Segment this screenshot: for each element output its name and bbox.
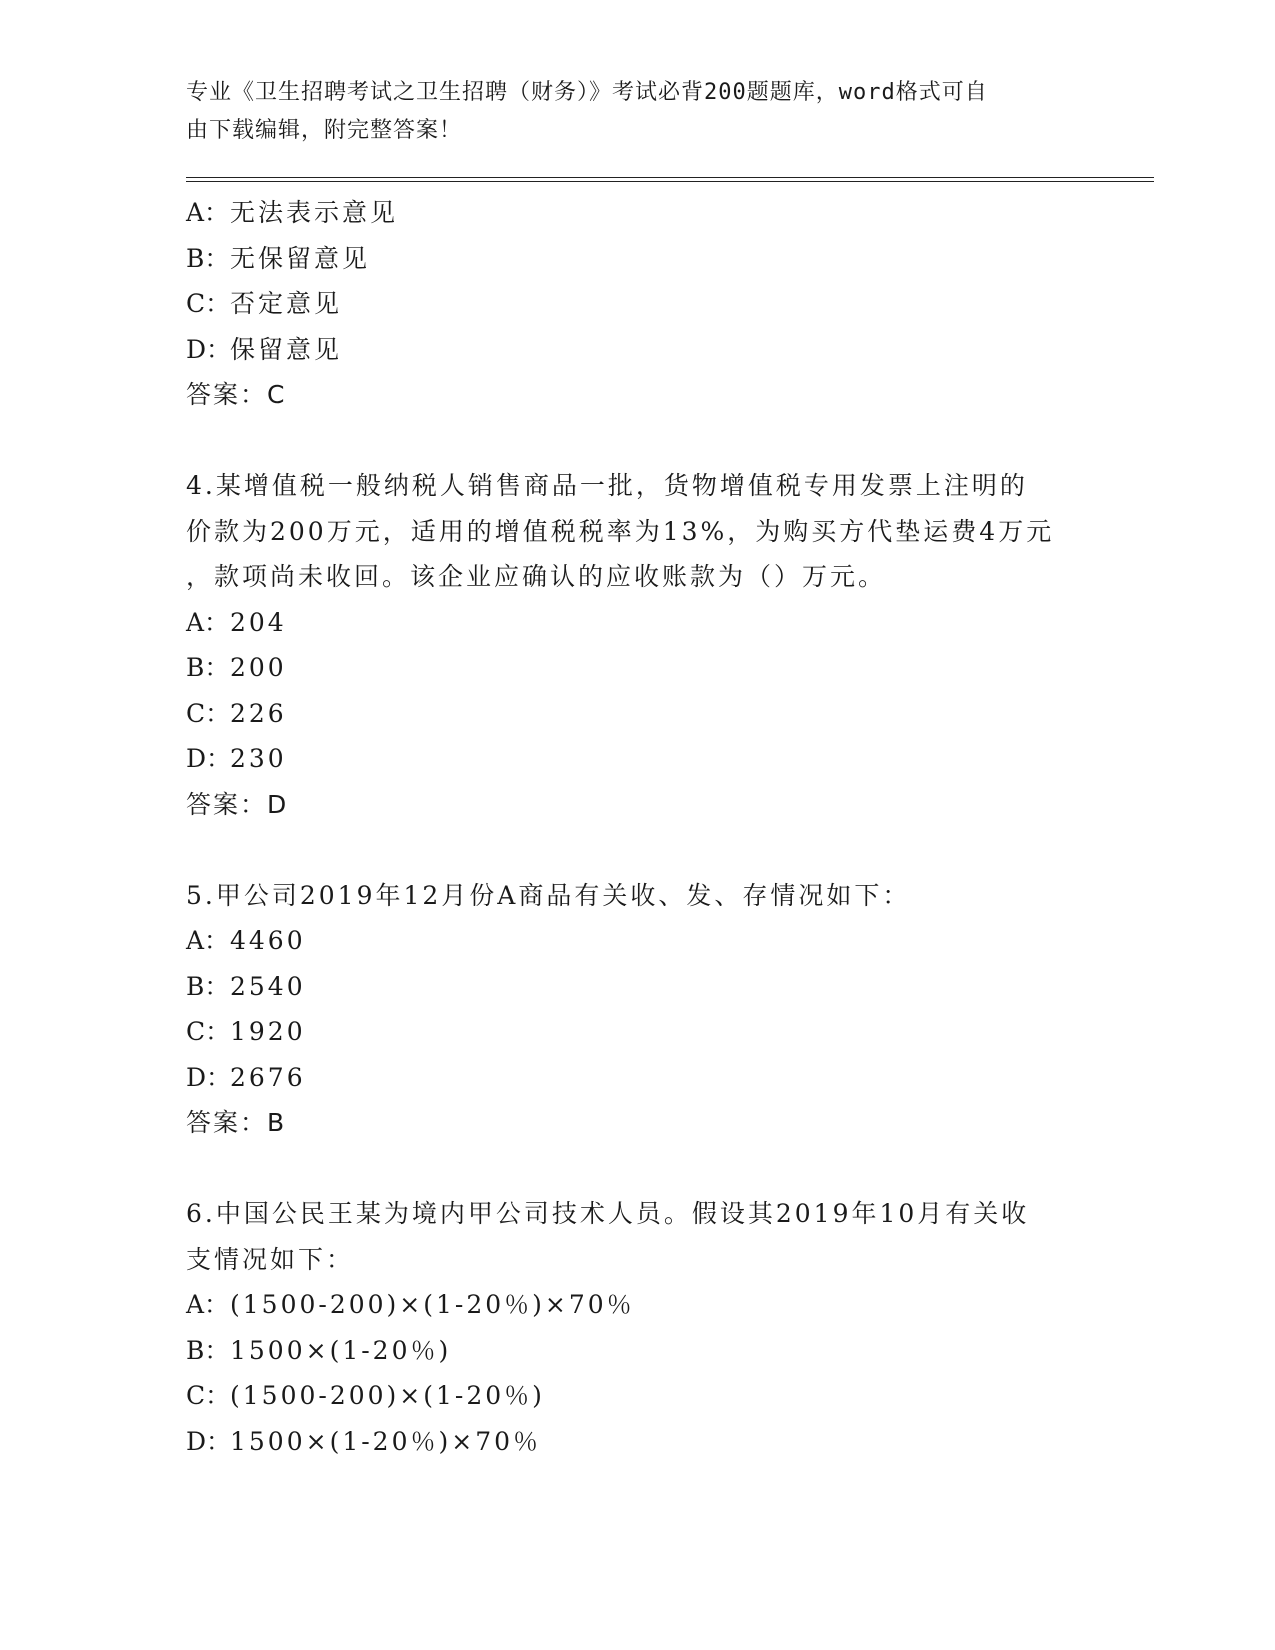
- question-stem: 支情况如下：: [186, 1244, 355, 1274]
- question-stem: 价款为200万元，适用的增值税税率为13%，为购买方代垫运费4万元: [186, 516, 1055, 546]
- question-stem: 6.中国公民王某为境内甲公司技术人员。假设其2019年10月有关收: [186, 1199, 1030, 1228]
- option-text: 226: [230, 698, 287, 728]
- option-text: (1500-200)×(1-20％)×70％: [230, 1290, 635, 1319]
- option-a: [186, 1282, 1106, 1328]
- option-c: [186, 1009, 1106, 1055]
- document-header: [186, 74, 1066, 150]
- answer-line: 答案：C: [186, 380, 287, 409]
- option-c: [186, 281, 1106, 327]
- option-text: 无法表示意见: [230, 198, 399, 227]
- question-4: [186, 463, 1106, 827]
- option-key: C：: [186, 1381, 231, 1410]
- question-list: [186, 190, 1106, 1464]
- answer-line: 答案：B: [186, 1108, 287, 1137]
- option-key: B：: [186, 1335, 230, 1365]
- option-d: [186, 1419, 1106, 1465]
- option-d: [186, 1055, 1106, 1101]
- option-key: D：: [186, 1062, 232, 1092]
- option-key: B：: [186, 653, 230, 682]
- header-line-1: 专业《卫生招聘考试之卫生招聘（财务）》考试必背200题题库，word格式可自: [186, 80, 988, 105]
- option-key: D：: [186, 1426, 232, 1456]
- option-text: 保留意见: [230, 334, 343, 364]
- option-text: 2540: [230, 971, 306, 1001]
- option-a: [186, 600, 1106, 646]
- option-text: 1920: [230, 1017, 306, 1046]
- option-b: [186, 645, 1106, 691]
- option-b: [186, 1328, 1106, 1374]
- question-3: [186, 190, 1106, 418]
- spacer: [186, 827, 1106, 873]
- option-text: 230: [230, 744, 287, 773]
- spacer: [186, 1146, 1106, 1192]
- option-key: D：: [186, 744, 232, 773]
- option-key: A：: [186, 607, 230, 637]
- header-line-2: 由下载编辑，附完整答案！: [186, 118, 463, 143]
- question-stem: ，款项尚未收回。该企业应确认的应收账款为（）万元。: [186, 562, 887, 591]
- option-text: 1500×(1-20％)×70％: [230, 1426, 542, 1456]
- option-key: B：: [186, 243, 230, 273]
- option-text: 200: [230, 653, 287, 682]
- option-key: C：: [186, 289, 231, 318]
- option-c: [186, 691, 1106, 737]
- option-text: 2676: [230, 1062, 306, 1092]
- option-b: [186, 236, 1106, 282]
- question-6: [186, 1191, 1106, 1464]
- header-divider: [186, 177, 1154, 182]
- question-stem: 5.甲公司2019年12月份A商品有关收、发、存情况如下：: [186, 880, 911, 910]
- option-key: D：: [186, 334, 232, 364]
- option-d: [186, 736, 1106, 782]
- option-text: 否定意见: [230, 289, 343, 318]
- option-b: [186, 964, 1106, 1010]
- option-a: [186, 190, 1106, 236]
- question-stem: 4.某增值税一般纳税人销售商品一批，货物增值税专用发票上注明的: [186, 471, 1028, 500]
- option-a: [186, 918, 1106, 964]
- option-text: (1500-200)×(1-20％): [230, 1381, 545, 1410]
- option-d: [186, 327, 1106, 373]
- option-text: 4460: [230, 926, 306, 955]
- question-5: [186, 873, 1106, 1146]
- option-key: C：: [186, 698, 231, 728]
- option-text: 204: [230, 607, 287, 637]
- option-text: 无保留意见: [230, 243, 371, 273]
- option-key: C：: [186, 1017, 231, 1046]
- option-key: A：: [186, 1290, 230, 1319]
- option-key: A：: [186, 198, 230, 227]
- option-key: B：: [186, 971, 230, 1001]
- option-c: [186, 1373, 1106, 1419]
- option-key: A：: [186, 926, 230, 955]
- answer-line: 答案：D: [186, 789, 289, 819]
- spacer: [186, 418, 1106, 464]
- option-text: 1500×(1-20％): [230, 1335, 452, 1365]
